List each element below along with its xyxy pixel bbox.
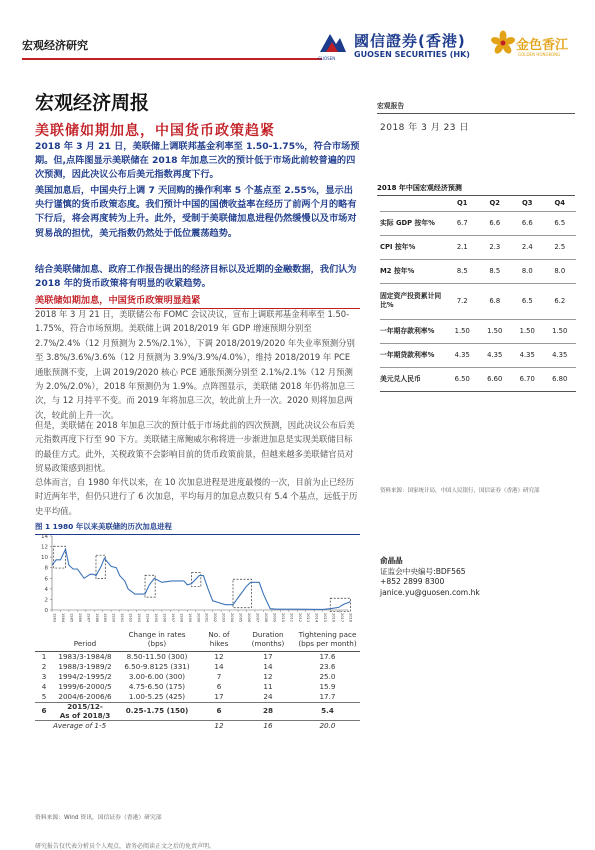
indicator-label: 固定资产投资累计同比% (380, 283, 446, 319)
period-asof: As of 2018/3 (59, 710, 111, 720)
forecast-header-row (380, 195, 576, 211)
forecast-row (380, 235, 576, 259)
table-cell: 5.4 (295, 703, 360, 721)
forecast-value: 6.6 (511, 211, 544, 235)
table-cell: 5 (41, 692, 47, 701)
hike-period-box (330, 598, 350, 611)
x-tick-label: 2007 (255, 613, 260, 623)
column-header: Change in rates (bps) (117, 628, 197, 652)
forecast-value: 8.5 (446, 259, 479, 283)
indicator-label: 一年期存款利率% (380, 319, 446, 343)
forecast-source-note: 资料来源：国家统计局，中国人民银行，国信证券（香港）研究部 (380, 488, 540, 494)
source-note: 资料来源：Wind 资讯，国信证券（香港）研究部 (35, 815, 162, 821)
x-tick-label: 1996 (162, 613, 167, 623)
author-license: 证监会中央编号:BDF565 (380, 566, 466, 576)
section-heading: 美联储如期加息，中国货币政策明显趋紧 (35, 292, 360, 309)
guosen-logo-small: GUOSEN (318, 56, 336, 61)
table-row (35, 682, 360, 692)
forecast-value: 6.8 (479, 283, 512, 319)
x-tick-label: 2012 (297, 613, 302, 623)
x-tick-label: 1989 (103, 613, 108, 623)
column-header: Duration (months) (241, 628, 295, 652)
table-cell: 24 (263, 692, 273, 701)
forecast-value: 6.7 (446, 211, 479, 235)
forecast-value: 4.35 (511, 343, 544, 367)
x-tick-label: 2017 (340, 613, 345, 623)
x-tick-label: 2008 (263, 613, 268, 623)
forecast-value: 4.35 (544, 343, 577, 367)
table-cell: 17 (214, 692, 224, 701)
table-cell: 23.6 (319, 662, 336, 671)
table-cell (117, 721, 197, 732)
column-header: Period (53, 628, 117, 652)
author-block (380, 556, 480, 598)
x-tick-label: 2018 (348, 613, 353, 623)
author-name: 俞晶晶 (380, 556, 403, 565)
x-tick-label: 2010 (280, 613, 285, 623)
forecast-value: 4.35 (479, 343, 512, 367)
table-cell: 3.00-6.00 (300) (128, 672, 186, 681)
table-cell: 17 (263, 652, 273, 661)
quarter-header: Q1 (456, 198, 468, 207)
x-tick-label: 1994 (145, 613, 150, 623)
y-tick-label: 6 (44, 576, 48, 583)
table-cell: 12 (263, 672, 273, 681)
report-subtitle: 美联储如期加息，中国货币政策趋紧 (35, 123, 275, 139)
table-cell: 6.50-9.8125 (331) (124, 662, 190, 671)
body-paragraph: 但是，美联储在 2018 年加息三次的预计低于市场此前的四次预测，因此决议公布后美元指数再度下行至 90 下方。美联储主席鲍威尔称将进一步渐进加息是实现美联储目标的最佳方式。此外，关税政策不会影响目前的货币政策前景，但越来越多美联储官员对贸易政策感到担忧。 (35, 420, 355, 474)
fed-funds-rate-chart (30, 532, 360, 627)
table-row (35, 672, 360, 682)
x-tick-label: 1984 (60, 613, 65, 623)
forecast-table (380, 195, 576, 392)
forecast-row (380, 259, 576, 283)
table-cell: 6 (197, 703, 241, 721)
x-tick-label: 1992 (128, 613, 133, 623)
x-tick-label: 2001 (204, 613, 209, 623)
table-cell: 16 (241, 721, 295, 732)
x-tick-label: 1998 (179, 613, 184, 623)
forecast-value: 4.35 (446, 343, 479, 367)
y-tick-label: 14 (41, 534, 48, 540)
golden-hongkong-cn: 金色香江 (516, 38, 569, 53)
forecast-value: 1.50 (446, 319, 479, 343)
table-row-average (35, 721, 360, 732)
quarter-header: Q3 (521, 198, 533, 207)
table-row (35, 652, 360, 663)
forecast-row (380, 283, 576, 319)
x-tick-label: 2009 (272, 613, 277, 623)
forecast-value: 6.70 (511, 367, 544, 391)
indicator-label: 一年期贷款利率% (380, 343, 446, 367)
forecast-value: 6.5 (544, 211, 577, 235)
figure-title: 图 1 1980 年以来美联储的历次加息进程 (35, 521, 360, 535)
table-cell: 6 (216, 682, 222, 691)
hike-period-box (192, 573, 201, 587)
x-tick-label: 2003 (221, 613, 226, 623)
forecast-value: 8.0 (544, 259, 577, 283)
quarter-header: Q2 (489, 198, 500, 207)
forecast-value: 1.50 (479, 319, 512, 343)
x-tick-label: 1986 (77, 613, 82, 623)
table-row-current (35, 703, 360, 721)
x-tick-label: 1987 (86, 613, 91, 623)
table-cell: 8.50-11.50 (300) (126, 652, 188, 661)
table-cell: 14 (263, 662, 273, 671)
table-cell: 4 (41, 682, 47, 691)
guosen-logo-cn: 國信證券(香港) (354, 32, 466, 50)
x-tick-label: 1983 (52, 613, 57, 623)
x-tick-label: 2004 (230, 613, 235, 623)
column-header: No. of hikes (197, 628, 241, 652)
guosen-logo-en: GUOSEN SECURITIES (HK) (354, 50, 470, 59)
golden-hongkong-logo (490, 26, 580, 62)
golden-hongkong-en: GOLDEN HONGKONG (518, 52, 561, 57)
hike-period-box (54, 546, 66, 568)
forecast-value: 2.4 (511, 235, 544, 259)
x-tick-label: 1988 (94, 613, 99, 623)
forecast-value: 8.0 (511, 259, 544, 283)
forecast-row (380, 319, 576, 343)
forecast-value: 2.3 (479, 235, 512, 259)
report-title: 宏观经济周报 (35, 92, 150, 114)
period-start: 2015/12- (67, 702, 103, 711)
indicator-label: CPI 按年% (380, 235, 446, 259)
column-header (35, 628, 53, 652)
table-cell: 11 (263, 682, 273, 691)
x-tick-label: 1995 (153, 613, 158, 623)
author-phone[interactable]: +852 2899 8300 (380, 577, 445, 587)
header-divider (22, 58, 322, 60)
report-date: 2018 年 3 月 23 日 (380, 123, 469, 133)
guosen-logo (318, 28, 478, 62)
table-cell: 1988/3-1989/2 (58, 662, 112, 671)
lead-paragraph: 结合美联储加息、政府工作报告提出的经济目标以及近期的金融数据，我们认为 2018 年的货币政策将有明显的收紧趋势。 (35, 264, 357, 290)
x-tick-label: 1993 (137, 613, 142, 623)
table-cell: 17.7 (319, 692, 336, 701)
table-cell: 1999/6-2000/5 (58, 682, 112, 691)
forecast-value: 1.50 (544, 319, 577, 343)
x-tick-label: 1991 (120, 613, 125, 623)
y-tick-label: 0 (44, 608, 48, 614)
guosen-mark-icon (318, 30, 348, 56)
table-cell-period (53, 703, 117, 721)
y-tick-label: 10 (41, 555, 48, 562)
y-tick-label: 4 (44, 586, 48, 593)
table-cell: 0.25-1.75 (150) (117, 703, 197, 721)
forecast-value: 6.6 (479, 211, 512, 235)
table-cell: 12 (197, 721, 241, 732)
table-row (35, 662, 360, 672)
table-cell: Average of 1-5 (53, 721, 117, 732)
table-cell: 14 (214, 662, 224, 671)
y-tick-label: 8 (44, 565, 48, 572)
x-tick-label: 2011 (289, 613, 294, 623)
bauhinia-flower-icon (490, 30, 516, 56)
forecast-row (380, 343, 576, 367)
table-cell: 6 (35, 703, 53, 721)
forecast-value: 6.5 (511, 283, 544, 319)
column-header: Tightening pace (bps per month) (295, 628, 360, 652)
x-tick-label: 1997 (170, 613, 175, 623)
forecast-value: 6.60 (479, 367, 512, 391)
table-cell: 1994/2-1995/2 (58, 672, 112, 681)
x-tick-label: 2014 (314, 613, 319, 623)
section-label: 宏观经济研究 (22, 39, 88, 52)
x-tick-label: 2013 (306, 613, 311, 623)
x-tick-label: 2002 (213, 613, 218, 623)
x-tick-label: 2000 (196, 613, 201, 623)
body-paragraph: 2018 年 3 月 21 日，美联储公布 FOMC 会议决议，宣布上调联邦基金利率至 1.50-1.75%，符合市场预期。美联储上调 2018/2019 年 GDP 增速预期分别至 2.7%/2.4%（12 月预测为 2.5%/2.1%），下调 2018/2019/2020 年失业率预测分别至 3.8%/3.6%/3.6%（12 月预测为 3.9%/3.9%/4.0%），维持 2018/2019 年 PCE 通胀预测不变，上调 2019/2020 核心 PCE 通胀预测分别至 2.1%/2.1%（12 月预测为 2.0%/2.0%），2018 年预测仍为 1.9%。点阵图显示，美联储 2018 年仍将加息三次，与 12 月持平不变。而 2019 年将加息三次，较此前上升一次。2020 则将加息两次，较此前上升一次。 (35, 309, 355, 420)
table-cell: 1.00-5.25 (425) (128, 692, 186, 701)
forecast-value: 7.2 (446, 283, 479, 319)
table-cell: 3 (41, 672, 47, 681)
table-cell: 2 (41, 662, 47, 671)
y-tick-label: 2 (44, 597, 48, 604)
x-tick-label: 1999 (187, 613, 192, 623)
y-tick-label: 12 (41, 544, 48, 551)
table-cell: 7 (216, 672, 222, 681)
table-cell: 4.75-6.50 (175) (128, 682, 186, 691)
lead-paragraph: 2018 年 3 月 21 日，美联储上调联邦基金利率至 1.50-1.75%，符合市场预期。但,点阵图显示美联储在 2018 年加息三次的预计低于市场此前较普遍的四次预测，因此决议公布后美元指数再度下行。 (35, 141, 360, 181)
x-tick-label: 2016 (331, 613, 336, 623)
quarter-header: Q4 (554, 198, 565, 207)
author-email[interactable]: janice.yu@guosen.com.hk (380, 587, 480, 597)
table-row (35, 692, 360, 703)
forecast-table-title: 2018 年中国宏观经济预测 (377, 183, 575, 196)
x-tick-label: 1985 (69, 613, 74, 623)
forecast-row (380, 367, 576, 391)
report-type-label: 宏观报告 (377, 100, 575, 114)
x-tick-label: 2006 (247, 613, 252, 623)
x-tick-label: 2005 (238, 613, 243, 623)
x-tick-label: 1990 (111, 613, 116, 623)
indicator-label: M2 按年% (380, 259, 446, 283)
table-cell: 20.0 (295, 721, 360, 732)
rate-hike-table (35, 628, 360, 731)
forecast-value: 6.80 (544, 367, 577, 391)
forecast-value: 8.5 (479, 259, 512, 283)
table-header-row (35, 628, 360, 652)
indicator-label: 实际 GDP 按年% (380, 211, 446, 235)
forecast-value: 1.50 (511, 319, 544, 343)
forecast-value: 2.5 (544, 235, 577, 259)
forecast-value: 6.50 (446, 367, 479, 391)
disclaimer-footer: 研究报告仅代表分析员个人观点，请务必阅读正文之后的免责声明。 (35, 843, 216, 850)
table-cell: 25.0 (319, 672, 336, 681)
table-cell: 2004/6-2006/6 (58, 692, 112, 701)
forecast-value: 6.2 (544, 283, 577, 319)
body-paragraph: 总体而言，自 1980 年代以来，在 10 次加息进程是进度最慢的一次，目前为止已经历时近两年半，但仍只进行了 6 次加息，平均每月的加息点数只有 5.4 个基点，远低于历史平均值。 (35, 477, 358, 516)
table-cell: 1 (41, 652, 47, 661)
lead-paragraph: 美国加息后，中国央行上调 7 天回购的操作利率 5 个基点至 2.55%，显示出央行谨慎的货币政策态度。我们预计中国的国债收益率在经历了前两个月的略有下行后，将会再度转为上升。此外，受制于美联储加息进程仍然缓慢以及市场对贸易战的担忧，美元指数仍然处于低位震荡趋势。 (35, 185, 357, 239)
table-cell: 17.6 (319, 652, 336, 661)
indicator-label: 美元兑人民币 (380, 367, 446, 391)
forecast-value: 2.1 (446, 235, 479, 259)
x-tick-label: 2015 (323, 613, 328, 623)
table-cell: 1983/3-1984/8 (58, 652, 112, 661)
table-cell: 12 (214, 652, 224, 661)
table-cell: 28 (241, 703, 295, 721)
forecast-row (380, 211, 576, 235)
table-cell: 15.9 (319, 682, 336, 691)
